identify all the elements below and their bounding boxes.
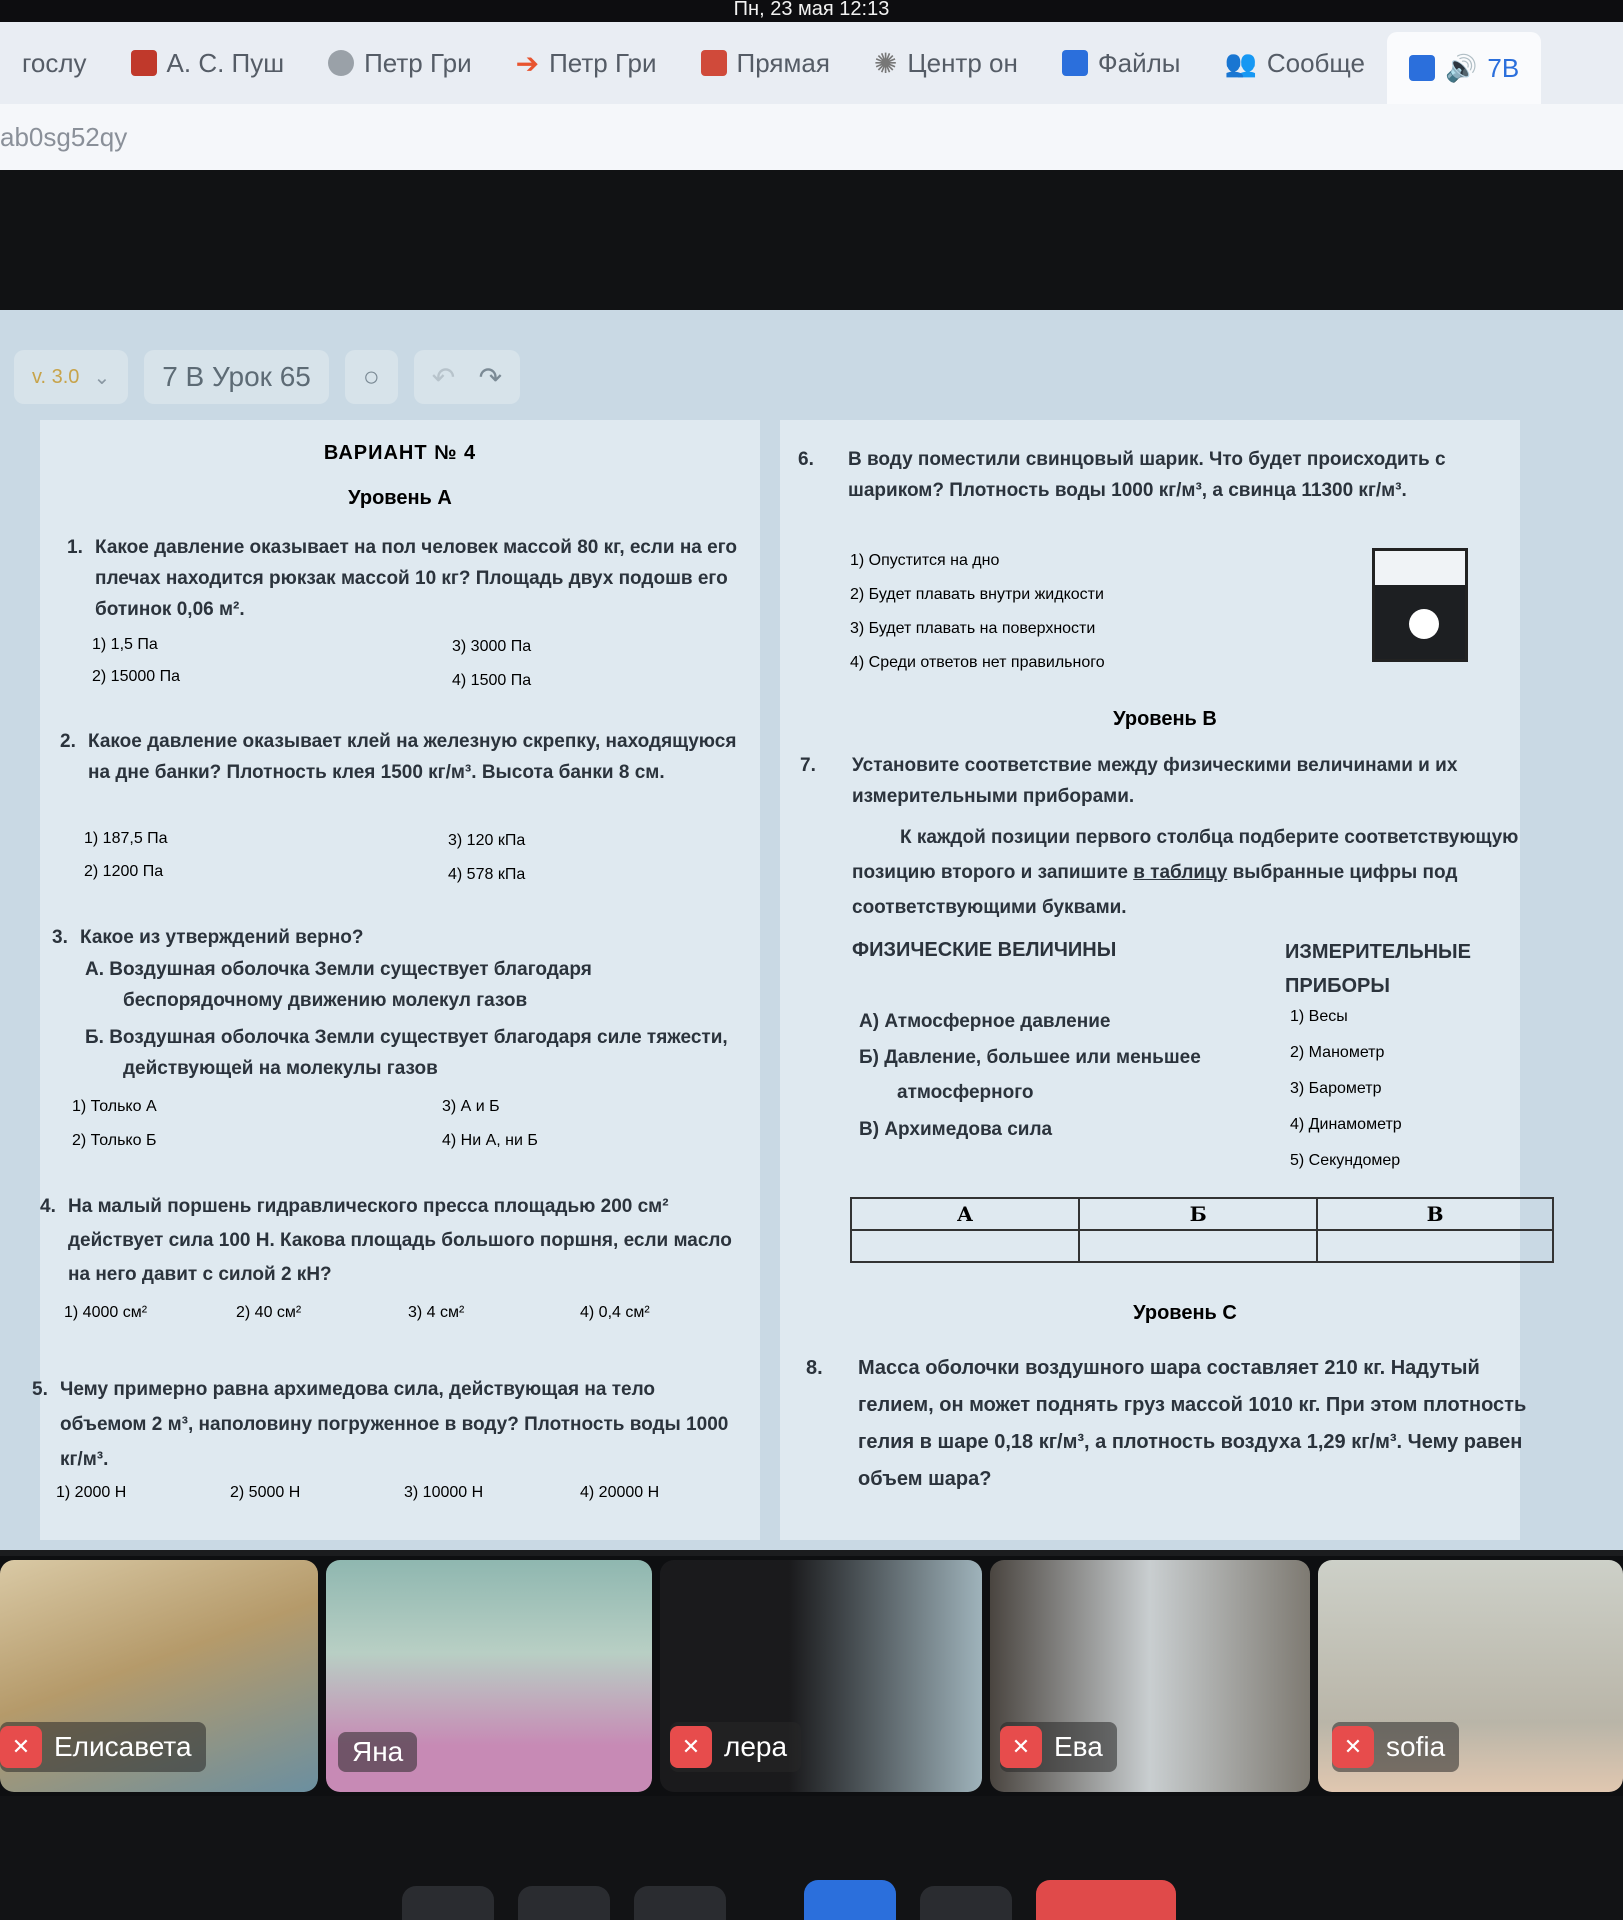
q6-option-3: 3) Будет плавать на поверхности (850, 620, 1096, 637)
participant-caption (670, 1722, 801, 1772)
table-header-row (851, 1198, 1553, 1230)
mic-off-icon: ✕ (1000, 1726, 1042, 1768)
bookmark-label: А. С. Пуш (166, 47, 285, 78)
bookmark-label: Сообще (1266, 47, 1365, 78)
q5-option-4: 4) 20000 Н (580, 1484, 660, 1501)
search-icon: ○ (362, 361, 380, 392)
whiteboard-toolbar (14, 350, 520, 404)
q4-option-3: 3) 4 см² (408, 1304, 465, 1321)
bookmark-7[interactable] (1202, 33, 1387, 93)
q5-option-2: 2) 5000 Н (230, 1484, 301, 1501)
q7-right-item-4: 4) Динамометр (1290, 1116, 1402, 1133)
lesson-title: 7 В Урок 65 (144, 350, 329, 404)
table-header-c: В (1317, 1198, 1553, 1230)
q7-left-item-b: Б) Давление, большее или меньшее атмосферного (859, 1047, 1201, 1103)
participant-tile[interactable] (0, 1560, 318, 1792)
participant-caption (1332, 1722, 1459, 1772)
question-text: Масса оболочки воздушного шара составляет 210 кг. Надутый гелием, он может поднять груз массой 1010 кг. При этом плотность гелия в шаре 0,18 кг/м³, а плотность воздуха 1,29 кг/м³. Чему равен объем шара? (858, 1357, 1527, 1490)
lead-ball (1409, 609, 1439, 639)
q3-option-3: 3) А и Б (442, 1098, 500, 1115)
question-4 (40, 1190, 743, 1292)
question-number: 6. (798, 449, 814, 470)
question-1 (67, 532, 745, 625)
participant-name: sofia (1386, 1731, 1446, 1762)
bookmark-2[interactable] (306, 33, 493, 93)
question-number: 1. (67, 537, 83, 558)
level-a-heading: Уровень А (348, 487, 452, 509)
version-dropdown[interactable] (14, 350, 128, 404)
q2-option-1: 1) 187,5 Па (84, 830, 168, 847)
people-icon: 👥 (1224, 47, 1257, 78)
bookmark-label: Центр он (907, 47, 1018, 78)
call-controls (0, 1796, 1623, 1920)
gear-icon: ✺ (873, 47, 898, 79)
participant-tile[interactable] (990, 1560, 1310, 1792)
answer-cell-c[interactable] (1317, 1230, 1553, 1262)
bookmark-6[interactable] (1040, 33, 1203, 93)
tab-label: 7В (1487, 52, 1520, 83)
variant-heading: ВАРИАНТ № 4 (323, 442, 477, 464)
bookmark-label: Файлы (1097, 47, 1181, 78)
level-b-heading: Уровень В (1113, 708, 1217, 730)
search-button[interactable] (345, 350, 398, 404)
bookmark-0[interactable] (0, 33, 109, 93)
bookmark-label: Петр Гри (549, 47, 657, 78)
question-number: 3. (52, 927, 68, 948)
camera-button[interactable] (804, 1880, 896, 1920)
redo-icon[interactable]: ↷ (478, 361, 503, 393)
q4-option-4: 4) 0,4 см² (580, 1304, 650, 1321)
participants-strip (0, 1556, 1623, 1796)
q3-option-2: 2) Только Б (72, 1132, 157, 1149)
table-answer-row (851, 1230, 1553, 1262)
answer-cell-b[interactable] (1079, 1230, 1317, 1262)
q7-right-item-3: 3) Барометр (1290, 1080, 1382, 1097)
question-text: В воду поместили свинцовый шарик. Что будет происходить с шариком? Плотность воды 1000 кг/м³, а свинца 11300 кг/м³. (848, 449, 1446, 501)
q1-option-1: 1) 1,5 Па (92, 636, 158, 653)
bookmark-5[interactable] (852, 33, 1040, 93)
question-text: Какое давление оказывает клей на железную скрепку, находящуюся на дне банки? Плотность клея 1500 кг/м³. Высота банки 8 см. (88, 731, 737, 783)
mic-button[interactable] (634, 1886, 726, 1920)
q2-option-2: 2) 1200 Па (84, 863, 164, 880)
participant-tile[interactable] (660, 1560, 982, 1792)
url-bar[interactable]: ab0sg52qy (0, 104, 1623, 170)
book-icon (131, 50, 157, 76)
question-3 (52, 922, 740, 953)
q7-left-item-c: В) Архимедова сила (859, 1119, 1053, 1140)
q7-instruction (852, 820, 1534, 925)
question-6 (798, 444, 1518, 506)
video-call-icon (1409, 55, 1435, 81)
q4-option-2: 2) 40 см² (236, 1304, 302, 1321)
question-number: 4. (40, 1196, 56, 1217)
question-8 (806, 1350, 1558, 1498)
active-tab[interactable] (1387, 32, 1541, 104)
q3-statement-b: Б. Воздушная оболочка Земли существует благодаря силе тяжести, действующей на молекулы газов (85, 1027, 728, 1079)
q7-right-item-1: 1) Весы (1290, 1008, 1348, 1025)
participant-name: Ева (1054, 1731, 1103, 1762)
q5-option-1: 1) 2000 Н (56, 1484, 127, 1501)
question-number: 2. (60, 731, 76, 752)
question-2 (60, 726, 743, 788)
stream-icon (701, 50, 727, 76)
participant-name: Елисавета (54, 1731, 192, 1762)
q1-option-3: 3) 3000 Па (452, 638, 532, 655)
participant-tile[interactable] (1318, 1560, 1623, 1792)
bookmark-3[interactable] (494, 33, 679, 93)
mic-off-icon: ✕ (670, 1726, 712, 1768)
vk-icon (1062, 50, 1088, 76)
undo-icon[interactable]: ↶ (431, 361, 456, 393)
q7-right-item-5: 5) Секундомер (1290, 1152, 1401, 1169)
q4-option-1: 1) 4000 см² (64, 1304, 148, 1321)
q3-statement-a: А. Воздушная оболочка Земли существует благодаря беспорядочному движению молекул газов (85, 959, 592, 1011)
answer-table (850, 1197, 1554, 1263)
level-c-heading: Уровень С (1133, 1302, 1237, 1324)
participant-caption (0, 1722, 206, 1772)
reactions-button[interactable] (402, 1886, 494, 1920)
question-7 (800, 750, 1532, 812)
q7-right-item-2: 2) Манометр (1290, 1044, 1385, 1061)
q2-option-4: 4) 578 кПа (448, 866, 526, 883)
q6-option-1: 1) Опустится на дно (850, 552, 1000, 569)
question-text: Чему примерно равна архимедова сила, действующая на тело объемом 2 м³, наполовину погруженное в воду? Плотность воды 1000 кг/м³. (60, 1379, 729, 1470)
question-text: Какое давление оказывает на пол человек массой 80 кг, если на его плечах находится рюкзак массой 10 кг? Площадь двух подошв его ботинок 0,06 м². (95, 537, 737, 620)
question-text: На малый поршень гидравлического пресса площадью 200 см² действует сила 100 Н. Какова площадь большого поршня, если масло на него давит с силой 2 кН? (68, 1196, 732, 1285)
bookmark-4[interactable] (679, 33, 852, 93)
participant-caption (338, 1732, 417, 1772)
question-number: 7. (800, 755, 816, 776)
q6-option-2: 2) Будет плавать внутри жидкости (850, 586, 1104, 603)
answer-cell-a[interactable] (851, 1230, 1079, 1262)
bookmark-label: Прямая (736, 47, 830, 78)
q2-option-3: 3) 120 кПа (448, 832, 526, 849)
question-text: Какое из утверждений верно? (80, 927, 364, 948)
chevron-down-icon: ⌄ (93, 366, 111, 389)
instruction-underlined: в таблицу (1133, 862, 1228, 883)
bookmark-1[interactable] (109, 33, 307, 93)
instruction-text: К каждой позиции первого столбца подберите соответствующую позицию второго и запишите (852, 827, 1519, 883)
mic-off-icon: ✕ (0, 1726, 42, 1768)
question-text: Установите соответствие между физическими величинами и их измерительными приборами. (852, 755, 1458, 807)
q7-left-item-a: А) Атмосферное давление (859, 1011, 1111, 1032)
participant-name: Яна (352, 1736, 404, 1767)
q6-option-4: 4) Среди ответов нет правильного (850, 654, 1105, 671)
bookmarks-bar (0, 22, 1623, 104)
mic-off-icon: ✕ (1332, 1726, 1374, 1768)
question-number: 8. (806, 1357, 823, 1379)
q1-option-2: 2) 15000 Па (92, 668, 181, 685)
participant-tile[interactable] (326, 1560, 652, 1792)
q1-option-4: 4) 1500 Па (452, 672, 532, 689)
participant-name: лера (724, 1731, 788, 1762)
q5-option-3: 3) 10000 Н (404, 1484, 484, 1501)
q3-option-1: 1) Только А (72, 1098, 157, 1115)
vessel-with-ball-diagram (1372, 548, 1468, 662)
participant-caption (1000, 1722, 1117, 1772)
screen-share-button[interactable] (518, 1886, 610, 1920)
q7-right-heading: ИЗМЕРИТЕЛЬНЫЕ ПРИБОРЫ (1285, 941, 1471, 997)
question-5 (32, 1372, 745, 1477)
version-label: v. 3.0 (32, 365, 80, 388)
question-number: 5. (32, 1379, 48, 1400)
speaker-icon: 🔊 (1444, 52, 1478, 83)
signature-icon (328, 50, 354, 76)
bookmark-label: гослу (22, 47, 87, 78)
instruction-text-end: выбранные цифры под соответствующими буквами. (852, 862, 1458, 918)
q3-option-4: 4) Ни А, ни Б (442, 1132, 538, 1149)
more-button[interactable] (920, 1886, 1012, 1920)
table-header-a: А (851, 1198, 1079, 1230)
end-call-button[interactable] (1036, 1880, 1176, 1920)
undo-redo-group (414, 350, 520, 404)
arrow-icon: ➔ (515, 47, 540, 79)
screen-share-band (0, 170, 1623, 310)
q7-left-heading: ФИЗИЧЕСКИЕ ВЕЛИЧИНЫ (852, 939, 1117, 961)
bookmark-label: Петр Гри (364, 47, 472, 78)
table-header-b: Б (1079, 1198, 1317, 1230)
system-clock: Пн, 23 мая 12:13 (0, 0, 1623, 22)
